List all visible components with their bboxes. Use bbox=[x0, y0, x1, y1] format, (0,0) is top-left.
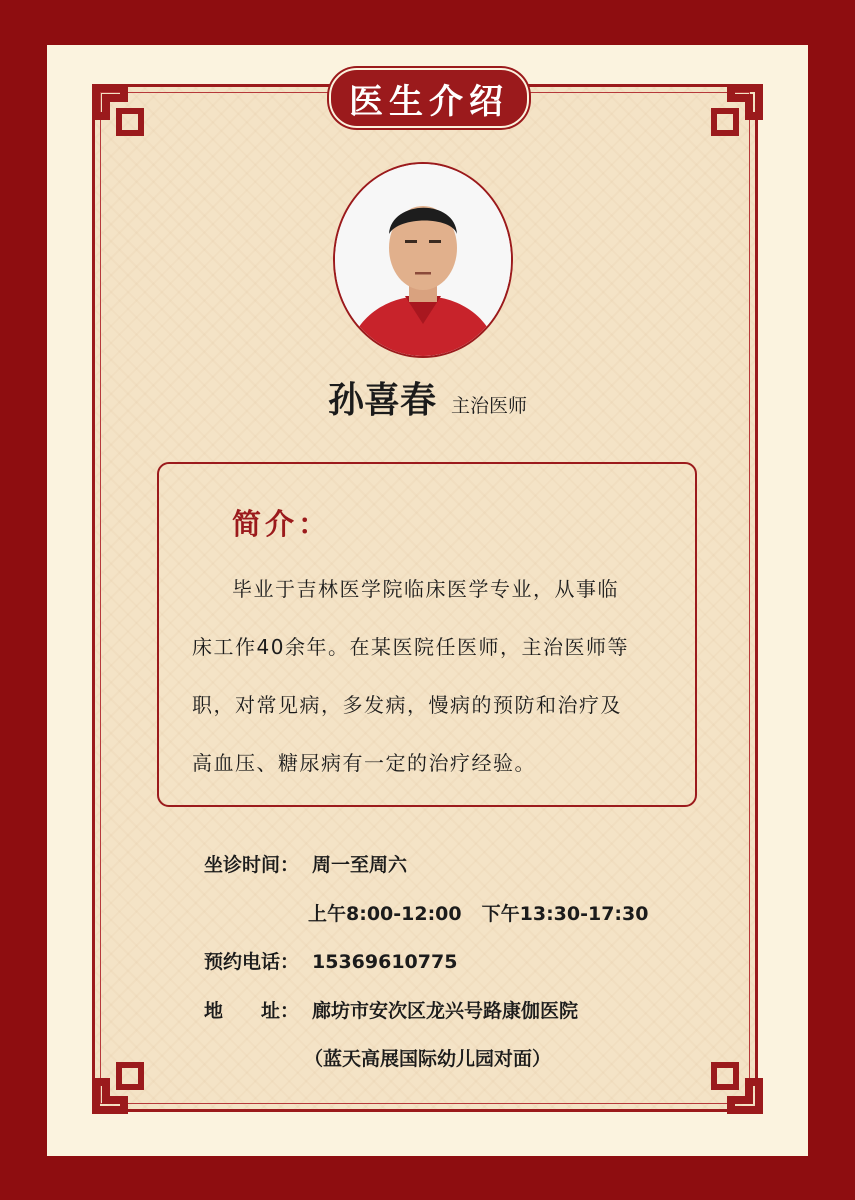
page-title: 医生介绍 bbox=[329, 68, 529, 128]
intro-line: 毕业于吉林医学院临床医学专业，从事临 bbox=[232, 577, 619, 601]
intro-line: 职，对常见病，多发病，慢病的预防和治疗及 bbox=[192, 693, 622, 717]
corner-ornament-icon bbox=[88, 1058, 148, 1118]
phone-row bbox=[204, 947, 457, 974]
phone-label: 预约电话： bbox=[204, 951, 300, 973]
intro-heading: 简介： bbox=[232, 507, 332, 541]
address-label: 地 址： bbox=[204, 1000, 300, 1022]
doctor-name: 孙喜春 bbox=[327, 379, 436, 421]
corner-ornament-icon bbox=[707, 80, 767, 140]
intro-text bbox=[192, 560, 670, 792]
hours-row bbox=[204, 850, 407, 877]
hours-pm: 下午13:30-17:30 bbox=[481, 903, 649, 925]
hours-am: 上午8:00-12:00 bbox=[308, 903, 462, 925]
corner-ornament-icon bbox=[707, 1058, 767, 1118]
address-note: （蓝天高展国际幼儿园对面） bbox=[304, 1048, 552, 1070]
hours-days: 周一至周六 bbox=[312, 854, 408, 876]
intro-line: 高血压、糖尿病有一定的治疗经验。 bbox=[192, 751, 536, 775]
phone-number: 15369610775 bbox=[312, 951, 458, 973]
address-row bbox=[204, 996, 578, 1023]
address-value: 廊坊市安次区龙兴号路康伽医院 bbox=[312, 1000, 579, 1022]
corner-ornament-icon bbox=[88, 80, 148, 140]
doctor-name-row bbox=[0, 372, 855, 423]
hours-label: 坐诊时间： bbox=[204, 854, 300, 876]
intro-line: 床工作40余年。在某医院任医师，主治医师等 bbox=[192, 635, 629, 659]
hours-times-row bbox=[308, 899, 648, 926]
doctor-rank: 主治医师 bbox=[451, 395, 528, 417]
doctor-photo bbox=[333, 162, 513, 358]
